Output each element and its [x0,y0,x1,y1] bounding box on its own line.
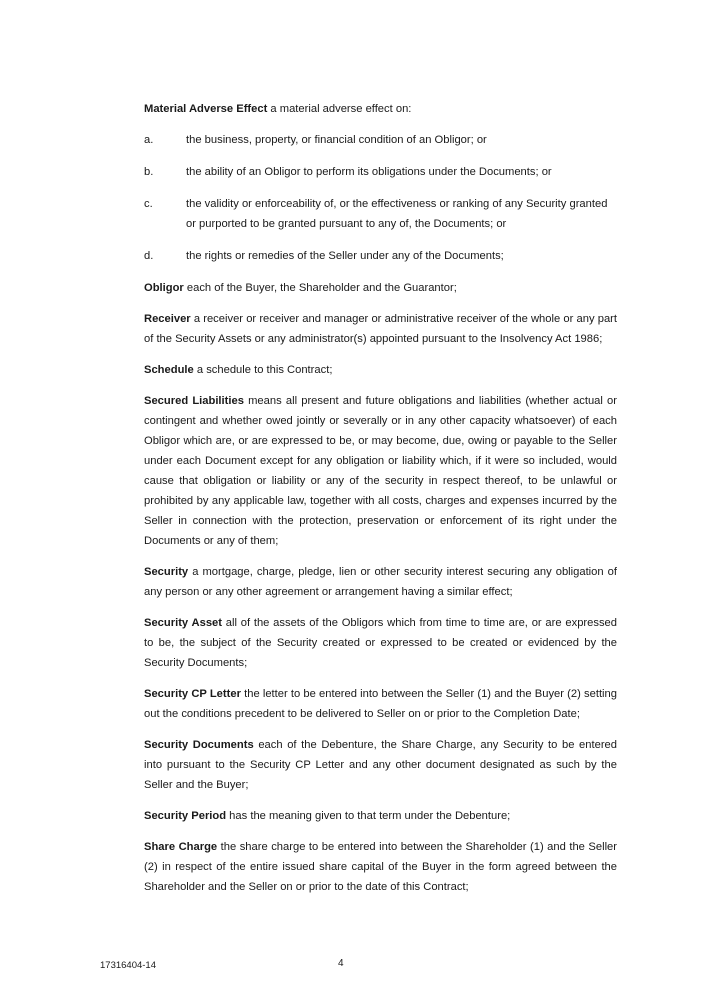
definition-share-charge [144,837,617,897]
definition-text: a material adverse effect on: [267,103,412,115]
list-item [144,194,617,234]
definition-term: Security CP Letter [144,688,241,700]
definition-obligor [144,278,617,298]
document-reference: 17316404-14 [100,960,156,971]
definition-term: Security Documents [144,739,254,751]
definition-term: Schedule [144,364,194,376]
definition-text: each of the Buyer, the Shareholder and the Guarantor; [183,282,457,294]
definition-security-asset [144,613,617,673]
definition-text: all of the assets of the Obligors which from time to time are, or are expressed to be, the subject of the Security created or expressed to be created or evidenced by the Security Documents; [144,617,617,669]
list-item-text: the ability of an Obligor to perform its obligations under the Documents; or [186,166,552,178]
list-item-letter: b. [144,166,154,178]
definition-term: Security Period [144,810,227,822]
page-number: 4 [338,958,344,969]
definition-secured-liabilities [144,391,617,551]
list-item-text: the rights or remedies of the Seller under any of the Documents; [186,250,504,262]
definition-text: the share charge to be entered into between the Shareholder (1) and the Seller (2) in respect of the entire issued share capital of the Buyer in the form agreed between the Shareholder and the Seller on or prior to the date of this Contract; [144,841,618,893]
definition-term: Security [144,566,189,578]
list-item [144,130,617,150]
list-item-letter: a. [144,134,154,146]
definition-text: a schedule to this Contract; [193,364,333,376]
definition-term: Security Asset [144,617,222,629]
definition-security-cp-letter [144,684,617,724]
list-item-text: the validity or enforceability of, or the effectiveness or ranking of any Security granted or purported to be granted pursuant to any of, the Documents; or [186,198,608,230]
list-item-text: the business, property, or financial condition of an Obligor; or [186,134,487,146]
definition-term: Share Charge [144,841,218,853]
list-item [144,162,617,182]
definition-text: a receiver or receiver and manager or administrative receiver of the whole or any part of the Security Assets or any administrator(s) appointed pursuant to the Insolvency Act 1986; [144,313,617,345]
definition-term: Secured Liabilities [144,395,244,407]
definition-text: each of the Debenture, the Share Charge, any Security to be entered into pursuant to the Security CP Letter and any other document designated as such by the Seller and the Buyer; [144,739,618,791]
list-item-letter: d. [144,250,154,262]
definition-text: a mortgage, charge, pledge, lien or other security interest securing any obligation of any person or any other agreement or arrangement having a similar effect; [144,566,617,598]
definition-term: Receiver [144,313,191,325]
definitions-body [144,99,617,908]
definition-security [144,562,617,602]
definition-receiver [144,309,617,349]
list-item [144,246,617,266]
mae-sublist [144,130,617,266]
definition-schedule [144,360,617,380]
definition-term: Obligor [144,282,184,294]
definition-security-period [144,806,617,826]
definition-text: has the meaning given to that term under the Debenture; [226,810,511,822]
definition-text: means all present and future obligations and liabilities (whether actual or contingent and whether owed jointly or severally or in any other capacity whatsoever) of each Obligor which are, or are expressed to be, or may become, due, owing or payable to the Seller under each Document except for any obligation or liability which, if it were so included, would cause that obligation or liability or any of the security in respect thereof, to be unlawful or prohibited by any applicable law, together with all costs, charges and expenses incurred by the Seller in connection with the protection, preservation or enforcement of its right under the Documents or any of them; [144,395,617,547]
definition-material-adverse-effect [144,99,617,119]
definition-security-documents [144,735,617,795]
definition-text: the letter to be entered into between the Seller (1) and the Buyer (2) setting out the conditions precedent to be delivered to Seller on or prior to the Completion Date; [144,688,617,720]
list-item-letter: c. [144,198,153,210]
definition-term: Material Adverse Effect [144,103,268,115]
